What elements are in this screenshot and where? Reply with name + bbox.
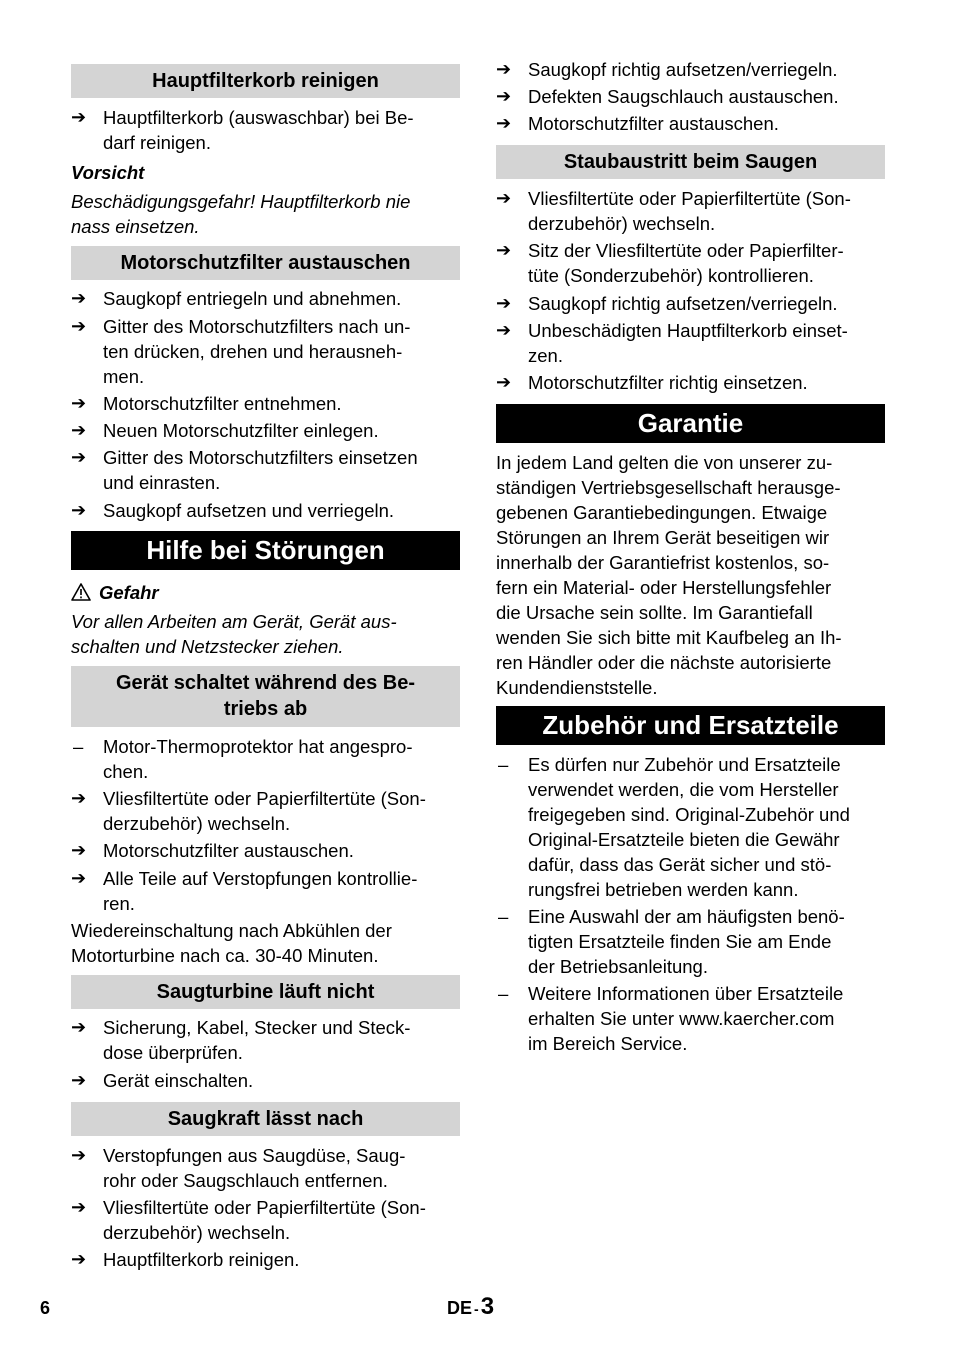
dash-bullet: – (498, 983, 509, 1004)
list-item (496, 904, 885, 979)
section-heading-motorschutzfilter: Motorschutzfilter austauschen (71, 246, 460, 280)
list-item-text: Saugkopf richtig aufsetzen/verriegeln. (528, 59, 838, 80)
dash-bullet: – (498, 906, 509, 927)
list-item (71, 838, 460, 863)
arrow-right-icon: ➔ (71, 393, 87, 413)
arrow-right-icon: ➔ (496, 188, 512, 208)
list-item-text: Gitter des Motorschutzfilters einsetzen und einrasten. (103, 447, 418, 493)
dash-bullet: – (498, 754, 509, 775)
list-item-text: Neuen Motorschutzfilter einlegen. (103, 420, 379, 441)
arrow-right-icon: ➔ (71, 1145, 87, 1165)
dash-bullet: – (73, 736, 84, 757)
list-item-text: Es dürfen nur Zubehör und Ersatzteile verwendet werden, die vom Hersteller freigegeben sind. Original-Zubehör und Original-Ersatzteile bieten die Gewähr dafür, dass das Gerät sicher und stö- rungsfrei betrieben werden kann. (528, 754, 850, 900)
list-item-text: Saugkopf richtig aufsetzen/verriegeln. (528, 293, 838, 314)
list-item (71, 1015, 460, 1065)
list-item (496, 981, 885, 1056)
section-heading-saugturbine: Saugturbine läuft nicht (71, 975, 460, 1009)
arrow-right-icon: ➔ (71, 316, 87, 336)
list-item-text: Hauptfilterkorb reinigen. (103, 1249, 300, 1270)
arrow-right-icon: ➔ (496, 320, 512, 340)
arrow-right-icon: ➔ (496, 240, 512, 260)
page-number: 6 (40, 1298, 51, 1318)
section-heading-saugkraft: Saugkraft lässt nach (71, 1102, 460, 1136)
arrow-right-icon: ➔ (71, 500, 87, 520)
arrow-right-icon: ➔ (71, 788, 87, 808)
section-heading-geraet-schaltet-ab: Gerät schaltet während des Be- triebs ab (71, 666, 460, 727)
warning-triangle-icon (71, 583, 91, 601)
list-item-text: Verstopfungen aus Saugdüse, Saug- rohr oder Saugschlauch entfernen. (103, 1145, 406, 1191)
list-item-text: Defekten Saugschlauch austauschen. (528, 86, 839, 107)
list-item (496, 291, 885, 316)
list-item-text: Motorschutzfilter entnehmen. (103, 393, 342, 414)
list-item-text: Hauptfilterkorb (auswaschbar) bei Be- darf reinigen. (103, 107, 414, 153)
list-item (496, 111, 885, 136)
arrow-right-icon: ➔ (71, 447, 87, 467)
list-item-text: Eine Auswahl der am häufigsten benö- tigten Ersatzteile finden Sie am Ende der Betriebsanleitung. (528, 906, 845, 977)
caution-text: Beschädigungsgefahr! Hauptfilterkorb nie nass einsetzen. (71, 191, 411, 237)
arrow-right-icon: ➔ (71, 1017, 87, 1037)
list-item-text: Vliesfiltertüte oder Papierfiltertüte (Son- derzubehör) wechseln. (103, 1197, 426, 1243)
arrow-right-icon: ➔ (71, 420, 87, 440)
list-item-text: Weitere Informationen über Ersatzteile erhalten Sie unter www.kaercher.com im Bereich Service. (528, 983, 844, 1054)
list-item-text: Unbeschädigten Hauptfilterkorb einset- zen. (528, 320, 848, 366)
separator: - (474, 1301, 479, 1317)
arrow-right-icon: ➔ (496, 293, 512, 313)
main-heading-hilfe: Hilfe bei Störungen (71, 531, 460, 570)
list-item (496, 57, 885, 82)
list-item-text: Vliesfiltertüte oder Papierfiltertüte (Son- derzubehör) wechseln. (103, 788, 426, 834)
list-item (71, 786, 460, 836)
list-item (71, 1068, 460, 1093)
list-item (71, 498, 460, 523)
list-item-text: Vliesfiltertüte oder Papierfiltertüte (Son- derzubehör) wechseln. (528, 188, 851, 234)
section-heading-hauptfilterkorb: Hauptfilterkorb reinigen (71, 64, 460, 98)
list-item-text: Saugkopf aufsetzen und verriegeln. (103, 500, 395, 521)
section-page-number: 3 (480, 1293, 495, 1320)
list-item (496, 84, 885, 109)
list-item (71, 314, 460, 389)
arrow-right-icon: ➔ (71, 107, 87, 127)
list-item (496, 752, 885, 902)
arrow-right-icon: ➔ (71, 1070, 87, 1090)
arrow-right-icon: ➔ (71, 868, 87, 888)
list-item (71, 286, 460, 311)
list-item-text: Gerät einschalten. (103, 1070, 254, 1091)
list-item (71, 866, 460, 916)
list-item (71, 391, 460, 416)
arrow-right-icon: ➔ (496, 86, 512, 106)
list-item (71, 445, 460, 495)
language-code: DE (447, 1298, 473, 1318)
list-item-text: Sitz der Vliesfiltertüte oder Papierfilter- tüte (Sonderzubehör) kontrollieren. (528, 240, 844, 286)
list-item-text: Motorschutzfilter austauschen. (103, 840, 354, 861)
list-item (71, 734, 460, 784)
list-item (496, 370, 885, 395)
arrow-right-icon: ➔ (71, 288, 87, 308)
list-item (496, 318, 885, 368)
danger-text: Vor allen Arbeiten am Gerät, Gerät aus- schalten und Netzstecker ziehen. (71, 611, 397, 657)
list-item-text: Alle Teile auf Verstopfungen kontrollie- ren. (103, 868, 418, 914)
arrow-right-icon: ➔ (71, 840, 87, 860)
restart-note: Wiedereinschaltung nach Abkühlen der Motorturbine nach ca. 30-40 Minuten. (71, 920, 392, 966)
main-heading-zubehoer: Zubehör und Ersatzteile (496, 706, 885, 745)
list-item (496, 238, 885, 288)
list-item-text: Motor-Thermoprotektor hat angespro- chen. (103, 736, 413, 782)
arrow-right-icon: ➔ (71, 1249, 87, 1269)
list-item-text: Sicherung, Kabel, Stecker und Steck- dose überprüfen. (103, 1017, 411, 1063)
list-item (71, 105, 460, 155)
list-item (71, 1195, 460, 1245)
list-item (71, 1247, 460, 1272)
danger-title: Gefahr (99, 582, 159, 603)
list-item (71, 418, 460, 443)
section-page-label (447, 1293, 494, 1324)
danger-title-row (71, 580, 460, 605)
caution-title: Vorsicht (71, 162, 145, 183)
garantie-text: In jedem Land gelten die von unserer zu- ständigen Vertriebsgesellschaft herausge- gebenen Garantiebedingungen. Etwaige Störungen an Ihrem Gerät beseitigen wir innerhalb der Garantiefrist kostenlos, so- fern ein Material- oder Herstellungsfehler die Ursache sein sollte. Im Garantiefall wenden Sie sich bitte mit Kaufbeleg an Ih- ren Händler oder die nächste autorisierte Kundendienststelle. (496, 452, 842, 698)
list-item-text: Gitter des Motorschutzfilters nach un- ten drücken, drehen und herausneh- men. (103, 316, 411, 387)
arrow-right-icon: ➔ (496, 372, 512, 392)
arrow-right-icon: ➔ (71, 1197, 87, 1217)
list-item (71, 1143, 460, 1193)
list-item-text: Motorschutzfilter austauschen. (528, 113, 779, 134)
list-item-text: Saugkopf entriegeln und abnehmen. (103, 288, 402, 309)
list-item (496, 186, 885, 236)
section-heading-staubaustritt: Staubaustritt beim Saugen (496, 145, 885, 179)
arrow-right-icon: ➔ (496, 59, 512, 79)
list-item-text: Motorschutzfilter richtig einsetzen. (528, 372, 808, 393)
main-heading-garantie: Garantie (496, 404, 885, 443)
arrow-right-icon: ➔ (496, 113, 512, 133)
